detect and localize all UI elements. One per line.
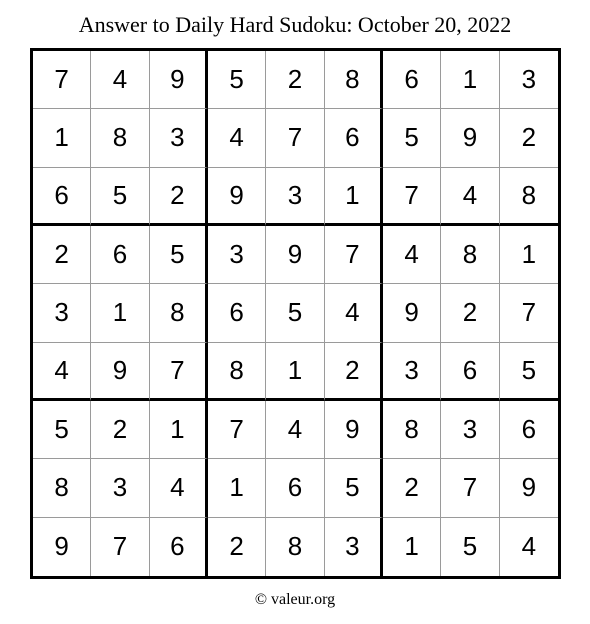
sudoku-cell: 3 [33, 284, 91, 342]
sudoku-cell: 8 [91, 109, 149, 167]
sudoku-cell: 5 [150, 226, 208, 284]
sudoku-cell: 5 [266, 284, 324, 342]
sudoku-cell: 1 [266, 343, 324, 401]
sudoku-cell: 5 [383, 109, 441, 167]
sudoku-cell: 7 [266, 109, 324, 167]
sudoku-cell: 4 [325, 284, 383, 342]
sudoku-cell: 5 [208, 51, 266, 109]
sudoku-cell: 4 [521, 531, 537, 562]
sudoku-cell: 6 [33, 168, 91, 226]
sudoku-cell: 6 [208, 284, 266, 342]
sudoku-cell: 9 [91, 343, 149, 401]
sudoku-cell: 9 [383, 284, 441, 342]
sudoku-cell: 3 [325, 518, 383, 576]
sudoku-cell: 8 [33, 459, 91, 517]
sudoku-cell: 3 [150, 109, 208, 167]
sudoku-cell: 4 [208, 109, 266, 167]
sudoku-cell: 3 [383, 343, 441, 401]
sudoku-cell: 3 [441, 401, 499, 459]
sudoku-cell: 3 [266, 168, 324, 226]
sudoku-cell: 2 [91, 401, 149, 459]
sudoku-cell: 5 [325, 459, 383, 517]
sudoku-cell: 5 [500, 343, 558, 401]
sudoku-cell: 9 [325, 401, 383, 459]
sudoku-cell: 4 [33, 343, 91, 401]
sudoku-cell: 8 [325, 51, 383, 109]
sudoku-cell: 8 [150, 284, 208, 342]
sudoku-cell: 4 [91, 51, 149, 109]
sudoku-cell: 1 [33, 109, 91, 167]
sudoku-cell: 4 [441, 168, 499, 226]
sudoku-cell: 8 [383, 401, 441, 459]
sudoku-cell: 1 [150, 401, 208, 459]
sudoku-cell: 1 [325, 168, 383, 226]
sudoku-cell: 9 [33, 518, 91, 576]
sudoku-cell: 5 [441, 518, 499, 576]
sudoku-cell: 8 [500, 168, 558, 226]
sudoku-cell: 1 [383, 518, 441, 576]
sudoku-cell: 9 [500, 459, 558, 517]
sudoku-cell: 7 [33, 51, 91, 109]
sudoku-cell: 9 [208, 168, 266, 226]
sudoku-cell: 5 [91, 168, 149, 226]
sudoku-cell: 7 [441, 459, 499, 517]
sudoku-cell: 3 [500, 51, 558, 109]
sudoku-cell: 8 [441, 226, 499, 284]
sudoku-cell: 2 [500, 109, 558, 167]
sudoku-cell: 9 [150, 51, 208, 109]
sudoku-grid [30, 48, 561, 579]
sudoku-cell: 6 [150, 518, 208, 576]
sudoku-cell: 7 [383, 168, 441, 226]
sudoku-cell: 6 [441, 343, 499, 401]
sudoku-cell: 6 [266, 459, 324, 517]
sudoku-cell: 2 [441, 284, 499, 342]
sudoku-cell: 4 [266, 401, 324, 459]
sudoku-cell: 2 [208, 518, 266, 576]
sudoku-cell: 2 [325, 343, 383, 401]
sudoku-cell: 9 [266, 226, 324, 284]
sudoku-cell: 8 [208, 343, 266, 401]
sudoku-cell: 4 [150, 459, 208, 517]
sudoku-cell: 6 [500, 401, 558, 459]
sudoku-cell: 9 [441, 109, 499, 167]
sudoku-cell: 1 [500, 226, 558, 284]
sudoku-cell: 8 [266, 518, 324, 576]
sudoku-cell: 2 [33, 226, 91, 284]
sudoku-cell: 1 [441, 51, 499, 109]
sudoku-cell: 1 [91, 284, 149, 342]
sudoku-cell: 7 [325, 226, 383, 284]
sudoku-cell: 3 [91, 459, 149, 517]
sudoku-cell: 7 [91, 518, 149, 576]
sudoku-cell: 1 [208, 459, 266, 517]
sudoku-cell: 7 [500, 284, 558, 342]
sudoku-cell: 3 [208, 226, 266, 284]
page-title: Answer to Daily Hard Sudoku: October 20, 2022 [78, 12, 512, 37]
sudoku-cell: 2 [150, 168, 208, 226]
sudoku-cell: 7 [150, 343, 208, 401]
sudoku-cell: 6 [383, 51, 441, 109]
sudoku-cell: 7 [208, 401, 266, 459]
sudoku-cell: 5 [33, 401, 91, 459]
copyright-footer: © valeur.org [254, 591, 336, 608]
sudoku-cell: 6 [91, 226, 149, 284]
sudoku-cell: 4 [383, 226, 441, 284]
sudoku-cell: 2 [383, 459, 441, 517]
sudoku-cell: 6 [325, 109, 383, 167]
sudoku-cell: 2 [266, 51, 324, 109]
